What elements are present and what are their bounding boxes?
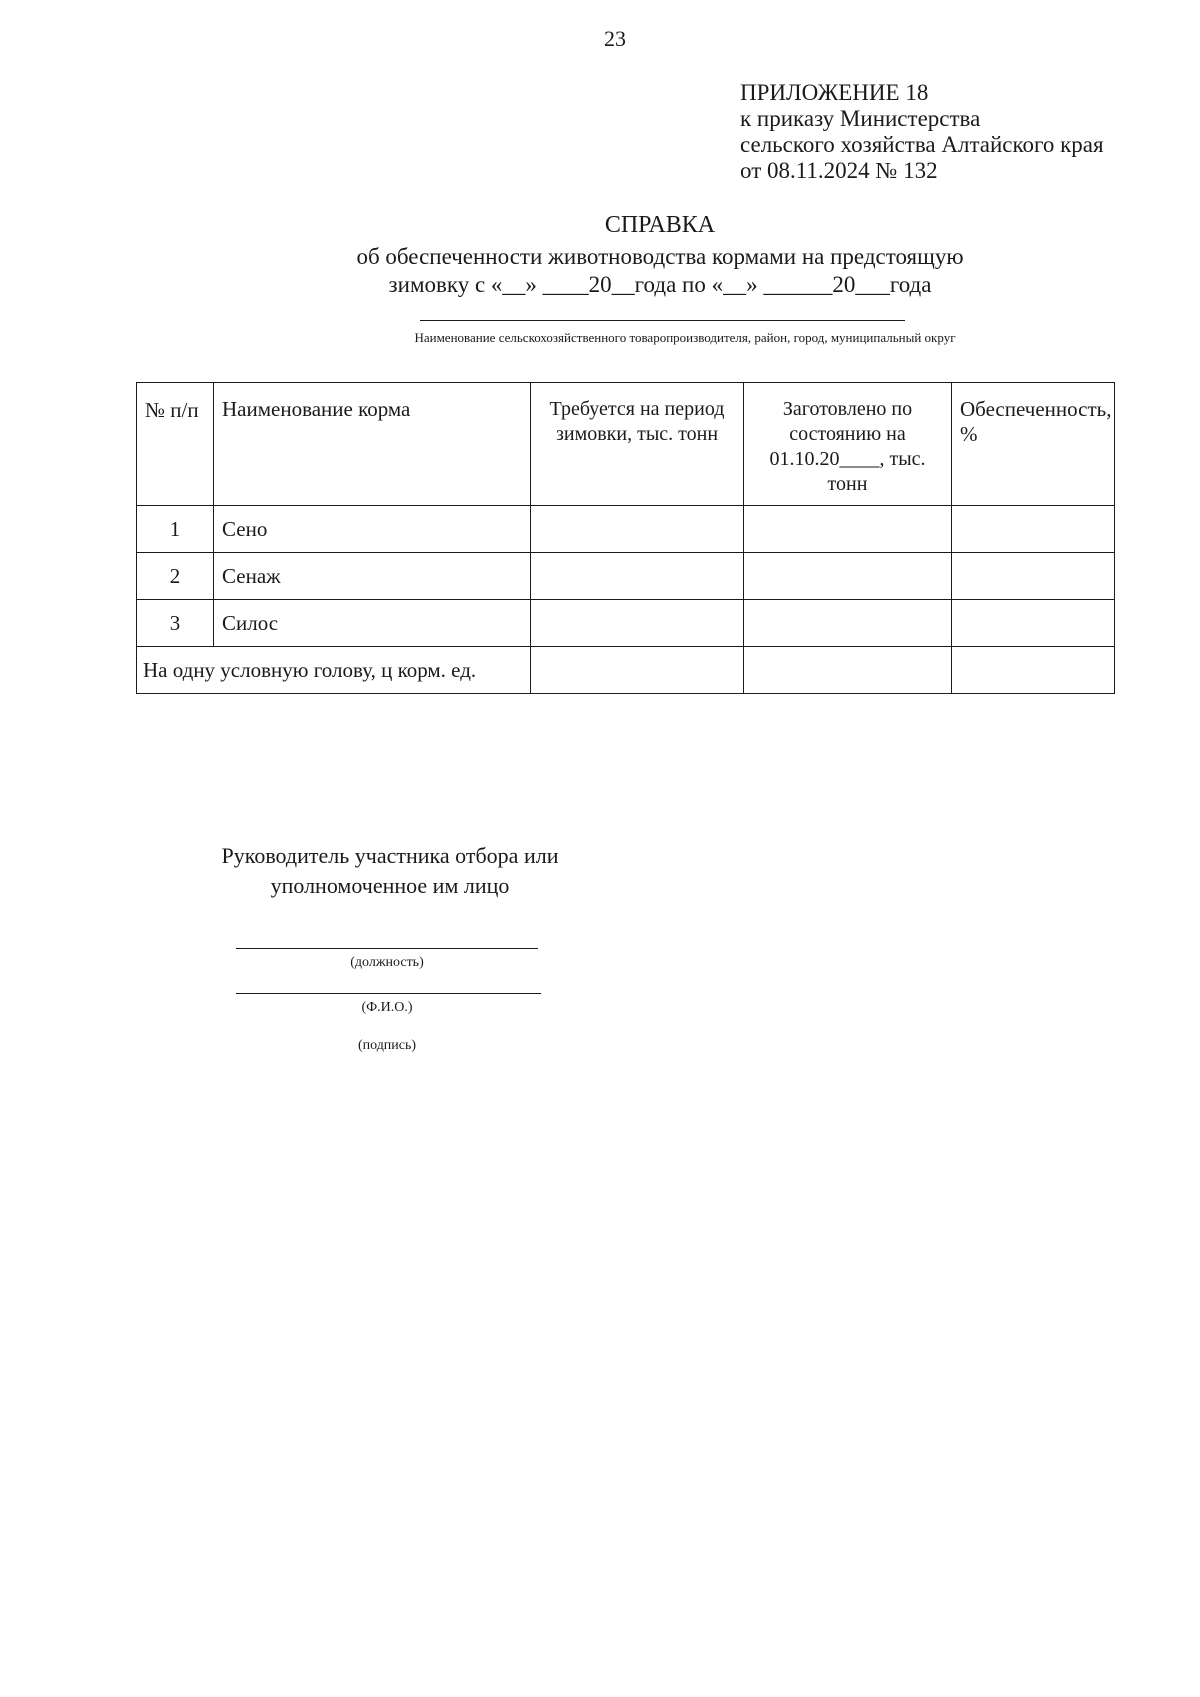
- cell-provision[interactable]: [952, 553, 1115, 600]
- producer-caption: Наименование сельскохозяйственного товаропроизводителя, район, город, муниципальный округ: [414, 330, 956, 345]
- feed-table: [136, 382, 1115, 694]
- cell-provision[interactable]: [952, 600, 1115, 647]
- appendix-line-2: сельского хозяйства Алтайского края: [740, 132, 1104, 157]
- appendix-line-1: к приказу Министерства: [740, 106, 981, 131]
- row-num: 3: [137, 600, 214, 647]
- appendix-block: [740, 80, 1104, 184]
- row-num: 1: [137, 506, 214, 553]
- table-header-row: [137, 383, 1115, 506]
- header-num: № п/п: [137, 383, 214, 506]
- row-feed-name: Сено: [214, 506, 531, 553]
- subtitle-line-2: зимовку с «__» ____20__года по «__» ______20___года: [388, 272, 932, 297]
- cell-required[interactable]: [531, 506, 744, 553]
- row-num: 2: [137, 553, 214, 600]
- cell-required[interactable]: [531, 553, 744, 600]
- cell-prepared[interactable]: [744, 506, 952, 553]
- row-feed-name: Сенаж: [214, 553, 531, 600]
- cell-provision[interactable]: [952, 506, 1115, 553]
- signer-title-line-2: уполномоченное им лицо: [270, 873, 510, 898]
- cell-total-required[interactable]: [531, 647, 744, 694]
- signature-caption: (подпись): [357, 1038, 417, 1053]
- position-line[interactable]: [236, 948, 538, 949]
- subtitle-line-1: об обеспеченности животноводства кормами на предстоящую: [356, 244, 964, 269]
- header-provision: Обеспеченность, %: [952, 383, 1115, 506]
- cell-total-prepared[interactable]: [744, 647, 952, 694]
- producer-name-line[interactable]: [420, 320, 905, 321]
- signer-title: [0, 841, 780, 901]
- table-total-row: [137, 647, 1115, 694]
- table-row: [137, 600, 1115, 647]
- position-caption: (должность): [350, 955, 424, 970]
- total-label: На одну условную голову, ц корм. ед.: [137, 647, 531, 694]
- table-row: [137, 506, 1115, 553]
- cell-required[interactable]: [531, 600, 744, 647]
- header-required: Требуется на период зимовки, тыс. тонн: [531, 383, 744, 506]
- appendix-line-3: от 08.11.2024 № 132: [740, 158, 938, 183]
- row-feed-name: Силос: [214, 600, 531, 647]
- document-title: СПРАВКА: [604, 212, 716, 238]
- document-subtitle: [0, 243, 1200, 299]
- full-name-caption: (Ф.И.О.): [361, 1000, 413, 1015]
- signer-title-line-1: Руководитель участника отбора или: [221, 843, 559, 868]
- cell-prepared[interactable]: [744, 553, 952, 600]
- page-number: 23: [604, 26, 626, 51]
- cell-total-provision[interactable]: [952, 647, 1115, 694]
- header-name: Наименование корма: [214, 383, 531, 506]
- cell-prepared[interactable]: [744, 600, 952, 647]
- appendix-title: ПРИЛОЖЕНИЕ 18: [740, 80, 929, 105]
- table-row: [137, 553, 1115, 600]
- full-name-line[interactable]: [236, 993, 541, 994]
- header-prepared: Заготовлено по состоянию на 01.10.20____, тыс. тонн: [744, 383, 952, 506]
